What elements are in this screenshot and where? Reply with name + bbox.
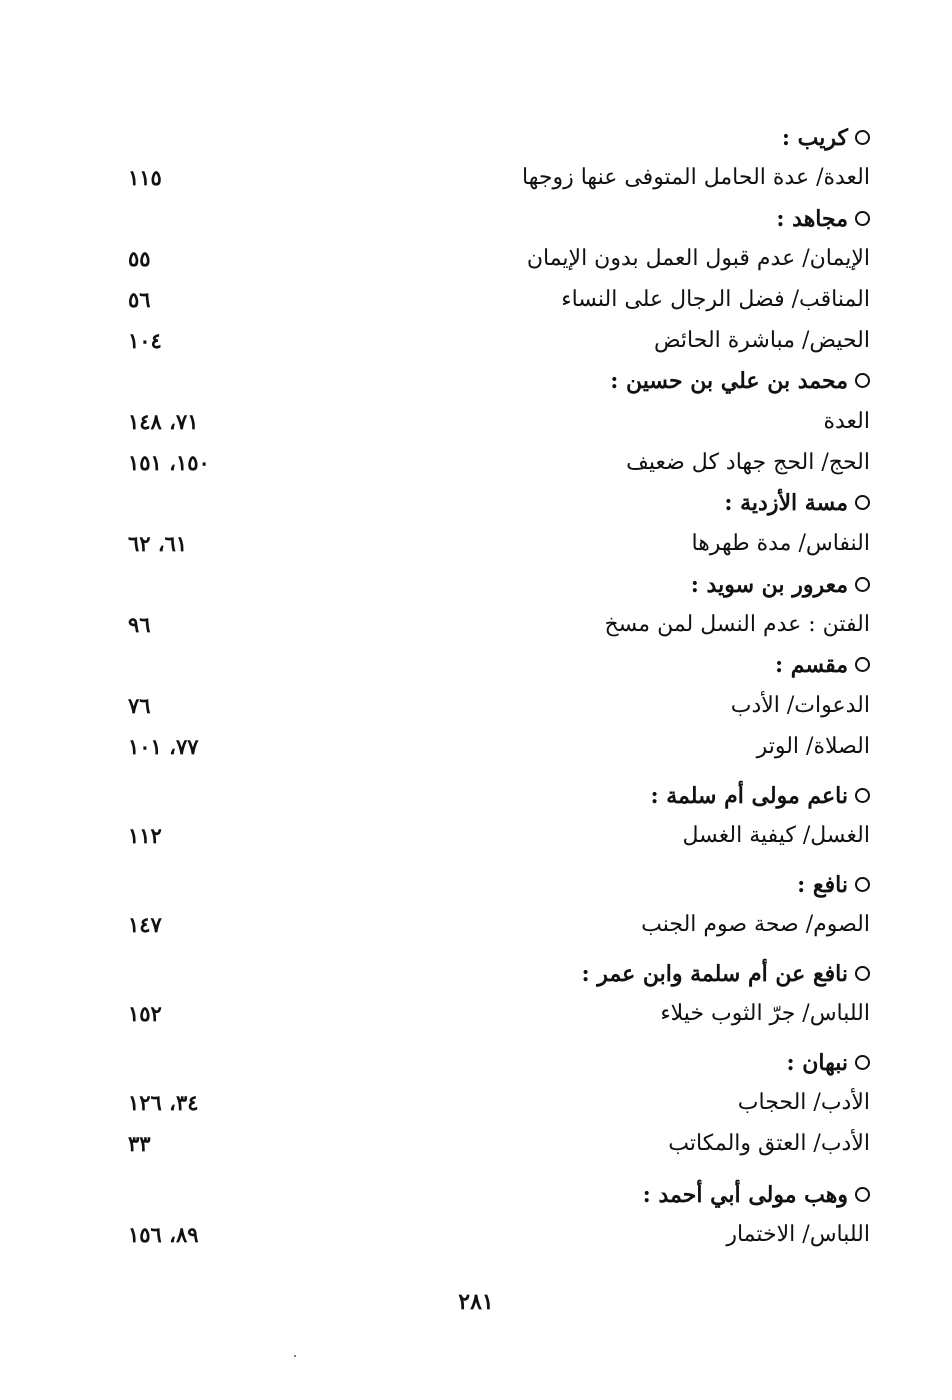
narrator-heading xyxy=(110,485,870,521)
narrator-name: محمد بن علي بن حسين : xyxy=(610,368,848,394)
narrator-name: نافع : xyxy=(797,872,848,898)
entry-topic: الفتن : عدم النسل لمن مسخ xyxy=(604,612,870,637)
entry-pages: ٧١، ١٤٨ xyxy=(128,409,199,434)
circle-bullet-icon xyxy=(855,966,870,981)
entry-pages: ١١٥ xyxy=(128,165,162,190)
index-entry xyxy=(110,282,870,318)
entry-topic: الأدب/ الحجاب xyxy=(737,1090,870,1115)
narrator-heading xyxy=(110,778,870,814)
entry-topic: العدة xyxy=(823,409,870,434)
entry-topic: النفاس/ مدة طهرها xyxy=(691,531,870,556)
narrator-name: كريب : xyxy=(781,125,848,151)
entry-pages: ١٥٢ xyxy=(128,1001,162,1026)
circle-bullet-icon xyxy=(855,577,870,592)
index-entry xyxy=(110,688,870,724)
entry-topic: الغسل/ كيفية الغسل xyxy=(682,823,870,848)
entry-topic: الصوم/ صحة صوم الجنب xyxy=(641,912,870,937)
narrator-name: مقسم : xyxy=(775,652,848,678)
narrator-label xyxy=(782,120,870,156)
entry-pages: ١١٢ xyxy=(128,823,162,848)
narrator-name: نبهان : xyxy=(786,1050,848,1076)
index-entry xyxy=(110,1085,870,1121)
narrator-label xyxy=(797,867,870,903)
narrator-label xyxy=(786,1045,870,1081)
narrator-name: مجاهد : xyxy=(776,206,848,232)
entry-topic: الأدب/ العتق والمكاتب xyxy=(668,1131,870,1156)
entry-topic: العدة/ عدة الحامل المتوفى عنها زوجها xyxy=(522,165,870,190)
circle-bullet-icon xyxy=(855,788,870,803)
narrator-label xyxy=(691,567,870,603)
entry-topic: الصلاة/ الوتر xyxy=(756,734,870,759)
entry-pages: ٦١، ٦٢ xyxy=(128,531,188,556)
narrator-heading xyxy=(110,363,870,399)
narrator-name: وهب مولى أبي أحمد : xyxy=(642,1182,848,1208)
circle-bullet-icon xyxy=(855,657,870,672)
circle-bullet-icon xyxy=(855,1055,870,1070)
entry-topic: المناقب/ فضل الرجال على النساء xyxy=(561,287,870,312)
narrator-label xyxy=(643,1177,870,1213)
entry-topic: اللباس/ الاختمار xyxy=(726,1222,870,1247)
circle-bullet-icon xyxy=(855,373,870,388)
narrator-label xyxy=(775,647,870,683)
index-entry xyxy=(110,607,870,643)
entry-topic: الدعوات/ الأدب xyxy=(730,693,870,718)
narrator-label xyxy=(581,956,870,992)
circle-bullet-icon xyxy=(855,495,870,510)
entry-pages: ٧٧، ١٠١ xyxy=(128,734,199,759)
narrator-heading xyxy=(110,867,870,903)
narrator-name: معرور بن سويد : xyxy=(690,572,848,598)
entry-pages: ٥٦ xyxy=(128,287,151,312)
entry-pages: ٩٦ xyxy=(128,612,151,637)
entry-topic: الإيمان/ عدم قبول العمل بدون الإيمان xyxy=(526,246,870,271)
narrator-label xyxy=(776,201,870,237)
entry-pages: ٧٦ xyxy=(128,693,151,718)
index-entry xyxy=(110,160,870,196)
index-entry xyxy=(110,445,870,481)
index-entry xyxy=(110,818,870,854)
circle-bullet-icon xyxy=(855,130,870,145)
index-entry xyxy=(110,1126,870,1162)
narrator-heading xyxy=(110,647,870,683)
entry-pages: ٥٥ xyxy=(128,246,151,271)
index-entry xyxy=(110,526,870,562)
scan-speck xyxy=(294,1355,296,1357)
entry-pages: ١٠٤ xyxy=(128,328,162,353)
entry-pages: ٣٤، ١٢٦ xyxy=(128,1090,199,1115)
narrator-heading xyxy=(110,1177,870,1213)
narrator-heading xyxy=(110,956,870,992)
entry-topic: الحج/ الحج جهاد كل ضعيف xyxy=(626,450,870,475)
narrator-heading xyxy=(110,120,870,156)
circle-bullet-icon xyxy=(855,877,870,892)
page-number: ٢٨١ xyxy=(458,1289,494,1315)
narrator-label xyxy=(610,363,870,399)
index-entry xyxy=(110,729,870,765)
narrator-name: مسة الأزدية : xyxy=(724,490,848,516)
entry-topic: اللباس/ جرّ الثوب خيلاء xyxy=(660,1001,870,1026)
index-entry xyxy=(110,996,870,1032)
narrator-name: ناعم مولى أم سلمة : xyxy=(650,783,848,809)
narrator-name: نافع عن أم سلمة وابن عمر : xyxy=(581,961,848,987)
narrator-heading xyxy=(110,1045,870,1081)
entry-pages: ١٤٧ xyxy=(128,912,162,937)
index-entry xyxy=(110,323,870,359)
narrator-label xyxy=(650,778,870,814)
entry-pages: ١٥٠، ١٥١ xyxy=(128,450,210,475)
entry-pages: ٣٣ xyxy=(128,1131,151,1156)
entry-pages: ٨٩، ١٥٦ xyxy=(128,1222,199,1247)
index-entry xyxy=(110,241,870,277)
index-entry xyxy=(110,404,870,440)
narrator-label xyxy=(724,485,870,521)
index-entry xyxy=(110,907,870,943)
circle-bullet-icon xyxy=(855,1187,870,1202)
index-entry xyxy=(110,1217,870,1253)
narrator-heading xyxy=(110,567,870,603)
circle-bullet-icon xyxy=(855,211,870,226)
entry-topic: الحيض/ مباشرة الحائض xyxy=(653,328,870,353)
narrator-heading xyxy=(110,201,870,237)
